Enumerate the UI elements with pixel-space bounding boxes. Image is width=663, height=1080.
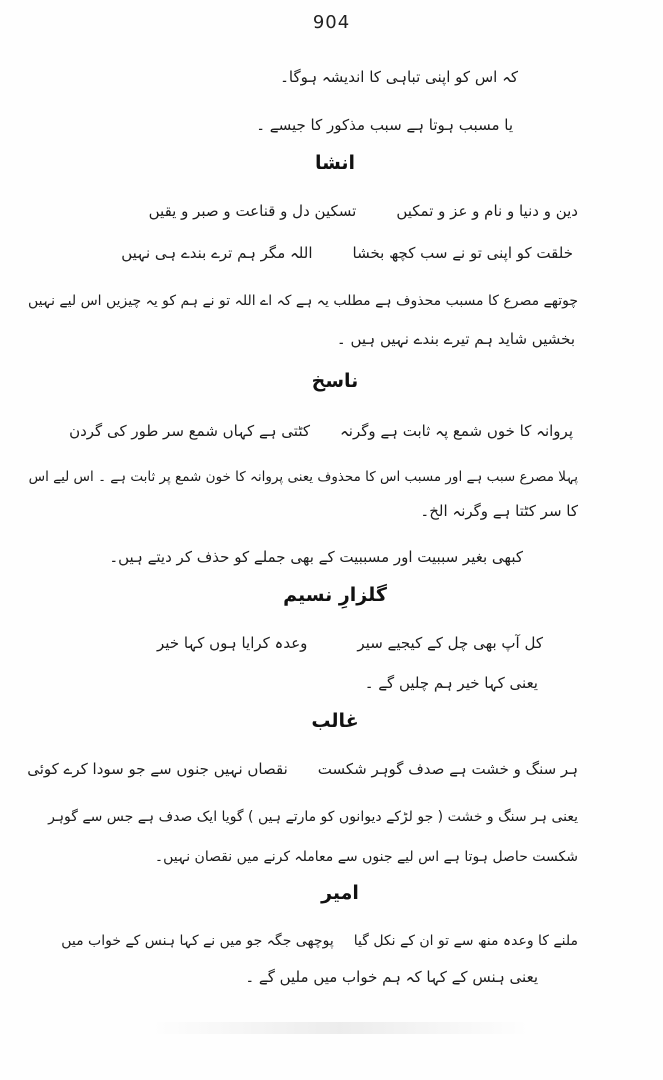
explanation-line: کا سر کٹتا ہے وگرنہ الخ۔ (420, 502, 578, 520)
misra-gap (310, 420, 340, 442)
explanation-line: بخشیں شاید ہم تیرے بندے نہیں ہیں ۔ (336, 330, 575, 348)
misra-gap (356, 200, 396, 222)
misra-left: کٹتی ہے کہاں شمع سر طور کی گردن (69, 422, 310, 440)
misra-gap (313, 242, 353, 264)
explanation-line: یعنی ہر سنگ و خشت ( جو لڑکے دیوانوں کو مارتے ہیں ) گویا ایک صدف ہے جس سے گوہر (48, 809, 578, 825)
misra-right: پروانہ کا خوں شمع پہ ثابت ہے وگرنہ (340, 422, 573, 440)
note-line: کبھی بغیر سببیت اور مسببیت کے بھی جملے کو حذف کر دیتے ہیں۔ (109, 548, 523, 566)
misra-right: کل آپ بھی چل کے کیجیے سیر (357, 634, 543, 652)
section-heading-ghalib: غالب (311, 710, 359, 732)
explanation-line: یعنی کہا خیر ہم چلیں گے ۔ (364, 674, 538, 692)
misra-gap (334, 930, 354, 952)
paragraph-line: کہ اس کو اپنی تباہی کا اندیشہ ہوگا۔ (280, 68, 518, 86)
couplet (27, 758, 578, 780)
explanation-line: پہلا مصرع سبب ہے اور مسبب اس کا محذوف یعنی پروانہ کا خون شمع پر ثابت ہے ۔ اس لیے اس (28, 469, 578, 485)
explanation-line: یعنی ہنس کے کہا کہ ہم خواب میں ملیں گے ۔ (245, 968, 538, 986)
page-number: 904 (312, 12, 351, 33)
misra-gap (288, 758, 318, 780)
couplet (121, 242, 573, 264)
section-heading-insha: انشا (314, 152, 356, 174)
paragraph-line: یا مسبب ہوتا ہے سبب مذکور کا جیسے ۔ (256, 116, 513, 134)
section-heading-gulzar: گلزارِ نسیم (283, 584, 387, 606)
explanation-line: شکست حاصل ہوتا ہے اس لیے جنوں سے معاملہ کرنے میں نقصان نہیں۔ (154, 849, 578, 865)
couplet (61, 930, 578, 952)
couplet (69, 420, 573, 442)
explanation-line: چوتھے مصرع کا مسبب محذوف ہے مطلب یہ ہے کہ اے اللہ تو نے ہم کو یہ چیزیں اس لیے نہیں (28, 293, 578, 309)
misra-left: وعدہ کرایا ہوں کہا خیر (157, 634, 308, 652)
misra-left: اللہ مگر ہم ترے بندے ہی نہیں (121, 244, 313, 262)
misra-left: پوچھی جگہ جو میں نے کہا ہنس کے خواب میں (61, 933, 334, 949)
misra-right: ہر سنگ و خشت ہے صدف گوہر شکست (317, 760, 578, 778)
misra-gap (307, 632, 357, 654)
misra-right: ملنے کا وعدہ منھ سے تو ان کے نکل گیا (353, 933, 578, 949)
couplet (157, 632, 543, 654)
misra-left: تسکین دل و قناعت و صبر و یقیں (148, 202, 357, 220)
couplet (149, 200, 578, 222)
section-heading-nasikh: ناسخ (311, 370, 359, 392)
misra-right: دین و دنیا و نام و عز و تمکیں (396, 202, 578, 220)
misra-right: خلقت کو اپنی تو نے سب کچھ بخشا (352, 244, 573, 262)
scan-bleed-through (150, 1022, 530, 1034)
misra-left: نقصاں نہیں جنوں سے جو سودا کرے کوئی (27, 760, 288, 778)
section-heading-ameer: امیر (321, 882, 359, 904)
